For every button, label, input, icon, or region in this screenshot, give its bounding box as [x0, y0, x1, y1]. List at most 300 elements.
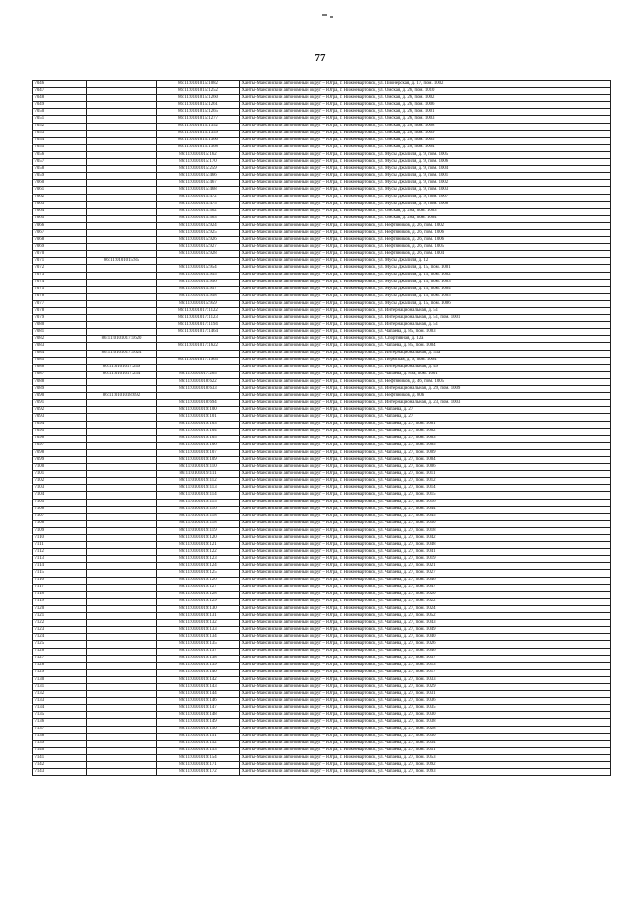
- table-row: [33, 691, 611, 698]
- parent-cadastral-cell: [87, 705, 157, 712]
- cadastral-number-cell: 86:11:0101015:1352: [157, 123, 240, 130]
- address-cell: Ханты-Мансийский автономный округ – Югра, г. Нижневартовск, ул. Чапаева, д. 27, пом. 1053: [240, 754, 611, 761]
- parent-cadastral-cell: [87, 442, 157, 449]
- cadastral-number-cell: 86:11:0101019:125: [157, 570, 240, 577]
- table-row: [33, 570, 611, 577]
- row-number-cell: 7131: [33, 683, 87, 690]
- address-cell: Ханты-Мансийский автономный округ – Югра, г. Нижневартовск, ул. Чапаева, д. 27, пом. 1027: [240, 570, 611, 577]
- address-cell: Ханты-Мансийский автономный округ – Югра, г. Нижневартовск, ул. Омская, д. 26, пом. 1009: [240, 130, 611, 137]
- row-number-cell: 7095: [33, 428, 87, 435]
- parent-cadastral-cell: [87, 173, 157, 180]
- parent-cadastral-cell: [87, 95, 157, 102]
- row-number-cell: 7098: [33, 449, 87, 456]
- address-cell: Ханты-Мансийский автономный округ – Югра, г. Нижневартовск, ул. Пермская, д. 9, пом. 1004: [240, 357, 611, 364]
- row-number-cell: 7126: [33, 648, 87, 655]
- parent-cadastral-cell: [87, 435, 157, 442]
- parent-cadastral-cell: 86:11:0101017:1620: [87, 336, 157, 343]
- address-cell: Ханты-Мансийский автономный округ – Югра, г. Нижневартовск, ул. Чапаева, д. 27, пом. 1036: [240, 698, 611, 705]
- parent-cadastral-cell: [87, 237, 157, 244]
- parent-cadastral-cell: 86:11:0101017:254: [87, 371, 157, 378]
- parent-cadastral-cell: [87, 485, 157, 492]
- cadastral-number-cell: 86:11:0101019:109: [157, 456, 240, 463]
- address-cell: Ханты-Мансийский автономный округ – Югра, г. Нижневартовск, ул. Чапаева, д. 27, пом. 1034: [240, 740, 611, 747]
- address-cell: Ханты-Мансийский автономный округ – Югра, г. Нижневартовск, ул. Чапаева, д. 27, пом. 1028: [240, 726, 611, 733]
- row-number-cell: 7049: [33, 102, 87, 109]
- parent-cadastral-cell: [87, 726, 157, 733]
- row-number-cell: 7071: [33, 258, 87, 265]
- parent-cadastral-cell: [87, 683, 157, 690]
- cadastral-number-cell: 86:11:0101019:135: [157, 641, 240, 648]
- table-row: [33, 584, 611, 591]
- address-cell: Ханты-Мансийский автономный округ – Югра, г. Нижневартовск, ул. Чапаева, д. 27, пом. 1019: [240, 556, 611, 563]
- row-number-cell: 7140: [33, 747, 87, 754]
- cadastral-number-cell: 86:11:0101019:153: [157, 747, 240, 754]
- address-cell: Ханты-Мансийский автономный округ – Югра, г. Нижневартовск, ул. Чапаева, д. 27, пом. 1021: [240, 563, 611, 570]
- table-row: [33, 726, 611, 733]
- cadastral-number-cell: 86:11:0101018:633: [157, 386, 240, 393]
- parent-cadastral-cell: [87, 620, 157, 627]
- address-cell: Ханты-Мансийский автономный округ – Югра, г. Нижневартовск, ул. Чапаева, д. 89а, пом. 1001: [240, 371, 611, 378]
- parent-cadastral-cell: [87, 201, 157, 208]
- row-number-cell: 7079: [33, 315, 87, 322]
- table-row: [33, 151, 611, 158]
- table-row: [33, 641, 611, 648]
- cadastral-number-cell: 86:11:0101019:122: [157, 549, 240, 556]
- table-row: [33, 769, 611, 776]
- parent-cadastral-cell: [87, 208, 157, 215]
- parent-cadastral-cell: [87, 229, 157, 236]
- row-number-cell: 7063: [33, 201, 87, 208]
- cadastral-number-cell: 86:11:0101019:171: [157, 762, 240, 769]
- table-row: [33, 371, 611, 378]
- parent-cadastral-cell: [87, 293, 157, 300]
- parent-cadastral-cell: [87, 662, 157, 669]
- table-row: [33, 144, 611, 151]
- row-number-cell: 7068: [33, 237, 87, 244]
- table-row: [33, 613, 611, 620]
- address-cell: Ханты-Мансийский автономный округ – Югра, г. Нижневартовск, ул. Чапаева, д. 27, пом. 1046: [240, 648, 611, 655]
- row-number-cell: 7101: [33, 471, 87, 478]
- address-cell: Ханты-Мансийский автономный округ – Югра, г. Нижневартовск, ул. Чапаева, д. 27, пом. 1011: [240, 471, 611, 478]
- table-row: [33, 159, 611, 166]
- cadastral-number-cell: 86:11:0101015:468: [157, 187, 240, 194]
- row-number-cell: 7094: [33, 421, 87, 428]
- row-number-cell: 7117: [33, 584, 87, 591]
- address-cell: Ханты-Мансийский автономный округ – Югра, г. Нижневартовск, ул. Чапаева, д. 27, пом. 1004: [240, 456, 611, 463]
- cadastral-number-cell: 86:11:0101019:148: [157, 712, 240, 719]
- address-cell: Ханты-Мансийский автономный округ – Югра, г. Нижневартовск, ул. Чапаева, д. 27, пом. 1043: [240, 620, 611, 627]
- table-row: [33, 300, 611, 307]
- address-cell: Ханты-Мансийский автономный округ – Югра, г. Нижневартовск, ул. Чапаева, д. 27, пом. 1092: [240, 762, 611, 769]
- address-cell: Ханты-Мансийский автономный округ – Югра, г. Нижневартовск, ул. Чапаева, д. 27, пом. 1051: [240, 747, 611, 754]
- address-cell: Ханты-Мансийский автономный округ – Югра, г. Нижневартовск, ул. Омская, д. 26, пом. 1003: [240, 116, 611, 123]
- row-number-cell: 7090: [33, 393, 87, 400]
- cadastral-number-cell: 86:11:0101019:107: [157, 449, 240, 456]
- parent-cadastral-cell: [87, 137, 157, 144]
- row-number-cell: 7092: [33, 407, 87, 414]
- cadastral-number-cell: 86:11:0101015:1277: [157, 116, 240, 123]
- cadastral-number-cell: 86:11:0101019:120: [157, 535, 240, 542]
- address-cell: Ханты-Мансийский автономный округ – Югра, г. Нижневартовск, ул. Чапаева, д. 27: [240, 407, 611, 414]
- row-number-cell: 7139: [33, 740, 87, 747]
- row-number-cell: 7135: [33, 712, 87, 719]
- row-number-cell: 7050: [33, 109, 87, 116]
- table-row: [33, 428, 611, 435]
- table-row: [33, 527, 611, 534]
- row-number-cell: 7091: [33, 400, 87, 407]
- parent-cadastral-cell: [87, 329, 157, 336]
- address-cell: Ханты-Мансийский автономный округ – Югра, г. Нижневартовск, ул. Чапаева, д. 27, пом. 1020: [240, 591, 611, 598]
- row-number-cell: 7054: [33, 137, 87, 144]
- row-number-cell: 7048: [33, 95, 87, 102]
- row-number-cell: 7051: [33, 116, 87, 123]
- address-cell: Ханты-Мансийский автономный округ – Югра, г. Нижневартовск, ул. Чапаева, д. 27, пом. 1017: [240, 669, 611, 676]
- row-number-cell: 7104: [33, 492, 87, 499]
- cadastral-number-cell: 86:11:0101019:144: [157, 691, 240, 698]
- parent-cadastral-cell: [87, 116, 157, 123]
- address-cell: Ханты-Мансийский автономный округ – Югра, г. Нижневартовск, ул. Чапаева, д. 27, пом. 1006: [240, 464, 611, 471]
- address-cell: Ханты-Мансийский автономный округ – Югра, г. Нижневартовск, ул. Омская, д. 26, пом. 1001: [240, 109, 611, 116]
- parent-cadastral-cell: [87, 343, 157, 350]
- table-row: [33, 386, 611, 393]
- address-cell: Ханты-Мансийский автономный округ – Югра, г. Нижневартовск, ул. Чапаева, д. 27, пом. 1013: [240, 662, 611, 669]
- cadastral-number-cell: 86:11:0101019:105: [157, 435, 240, 442]
- row-number-cell: 7114: [33, 563, 87, 570]
- table-row: [33, 520, 611, 527]
- parent-cadastral-cell: [87, 627, 157, 634]
- parent-cadastral-cell: [87, 698, 157, 705]
- table-row: [33, 81, 611, 88]
- cadastral-number-cell: 86:11:0101015:959: [157, 300, 240, 307]
- table-row: [33, 499, 611, 506]
- parent-cadastral-cell: [87, 308, 157, 315]
- table-row: [33, 464, 611, 471]
- table-row: [33, 627, 611, 634]
- parent-cadastral-cell: [87, 527, 157, 534]
- parent-cadastral-cell: [87, 357, 157, 364]
- row-number-cell: 7080: [33, 322, 87, 329]
- table-row: [33, 201, 611, 208]
- parent-cadastral-cell: [87, 222, 157, 229]
- table-row: [33, 549, 611, 556]
- address-cell: Ханты-Мансийский автономный округ – Югра, г. Нижневартовск, ул. Омская, д. 26а, пом. 1003: [240, 208, 611, 215]
- table-row: [33, 407, 611, 414]
- table-row: [33, 336, 611, 343]
- address-cell: Ханты-Мансийский автономный округ – Югра, г. Нижневартовск, ул. Мусы Джалиля, д. 9, пом. 1002: [240, 180, 611, 187]
- parent-cadastral-cell: [87, 563, 157, 570]
- parent-cadastral-cell: [87, 733, 157, 740]
- address-cell: Ханты-Мансийский автономный округ – Югра, г. Нижневартовск, ул. Интернациональная, д. 29, пом. 1009: [240, 386, 611, 393]
- parent-cadastral-cell: [87, 754, 157, 761]
- row-number-cell: 7127: [33, 655, 87, 662]
- parent-cadastral-cell: [87, 386, 157, 393]
- table-row: [33, 286, 611, 293]
- parent-cadastral-cell: [87, 740, 157, 747]
- table-row: [33, 449, 611, 456]
- row-number-cell: 7100: [33, 464, 87, 471]
- cadastral-number-cell: 86:11:0101015:954: [157, 265, 240, 272]
- cadastral-number-cell: 86:11:0101019:143: [157, 683, 240, 690]
- cadastral-number-cell: 86:11:0101019:150: [157, 726, 240, 733]
- cadastral-number-cell: 86:11:0101015:1082: [157, 81, 240, 88]
- cadastral-number-cell: 86:11:0101015:1360: [157, 137, 240, 144]
- address-cell: Ханты-Мансийский автономный округ – Югра, г. Нижневартовск, ул. Мусы Джалиля, д. 9, пом. 1006: [240, 159, 611, 166]
- cadastral-number-cell: 86:11:0101019:133: [157, 627, 240, 634]
- parent-cadastral-cell: [87, 109, 157, 116]
- table-row: [33, 669, 611, 676]
- table-row: [33, 747, 611, 754]
- registry-table: [32, 80, 611, 776]
- row-number-cell: 7123: [33, 627, 87, 634]
- row-number-cell: 7125: [33, 641, 87, 648]
- table-row: [33, 762, 611, 769]
- table-row: [33, 130, 611, 137]
- parent-cadastral-cell: [87, 464, 157, 471]
- row-number-cell: 7076: [33, 293, 87, 300]
- table-row: [33, 102, 611, 109]
- address-cell: Ханты-Мансийский автономный округ – Югра, г. Нижневартовск, ул. Мусы Джалиля, д. 15, пом. 1003: [240, 279, 611, 286]
- parent-cadastral-cell: [87, 151, 157, 158]
- cadastral-number-cell: 86:11:0101019:111: [157, 471, 240, 478]
- cadastral-number-cell: 86:11:0101019:131: [157, 613, 240, 620]
- table-row: [33, 605, 611, 612]
- row-number-cell: 7110: [33, 535, 87, 542]
- table-row: [33, 244, 611, 251]
- parent-cadastral-cell: [87, 300, 157, 307]
- row-number-cell: 7081: [33, 329, 87, 336]
- cadastral-number-cell: 86:11:0101015:928: [157, 251, 240, 258]
- table-row: [33, 542, 611, 549]
- table-row: [33, 343, 611, 350]
- row-number-cell: 7083: [33, 343, 87, 350]
- table-row: [33, 485, 611, 492]
- parent-cadastral-cell: [87, 414, 157, 421]
- cadastral-number-cell: 86:11:0101015:1265: [157, 109, 240, 116]
- row-number-cell: 7128: [33, 662, 87, 669]
- row-number-cell: 7121: [33, 613, 87, 620]
- address-cell: Ханты-Мансийский автономный округ – Югра, г. Нижневартовск, ул. Чапаева, д. 27, пом. 1024: [240, 605, 611, 612]
- row-number-cell: 7088: [33, 378, 87, 385]
- cadastral-number-cell: 86:11:0101015:472: [157, 194, 240, 201]
- table-row: [33, 215, 611, 222]
- parent-cadastral-cell: [87, 570, 157, 577]
- table-row: [33, 258, 611, 265]
- table-row: [33, 535, 611, 542]
- cadastral-number-cell: 86:11:0101015:562: [157, 208, 240, 215]
- table-row: [33, 265, 611, 272]
- table-row: [33, 137, 611, 144]
- row-number-cell: 7058: [33, 166, 87, 173]
- row-number-cell: 7057: [33, 159, 87, 166]
- cadastral-number-cell: 86:11:0101017:1622: [157, 343, 240, 350]
- address-cell: Ханты-Мансийский автономный округ – Югра, г. Нижневартовск, ул. Нефтяников, д. 26, пом. 1005: [240, 244, 611, 251]
- address-cell: Ханты-Мансийский автономный округ – Югра, г. Нижневартовск, ул. Омская, д. 26, пом. 1006: [240, 102, 611, 109]
- address-cell: Ханты-Мансийский автономный округ – Югра, г. Нижневартовск, ул. Чапаева, д. 85, пом. 1003: [240, 329, 611, 336]
- table-row: [33, 598, 611, 605]
- parent-cadastral-cell: [87, 194, 157, 201]
- parent-cadastral-cell: [87, 513, 157, 520]
- address-cell: Ханты-Мансийский автономный округ – Югра, г. Нижневартовск, ул. Мусы Джалиля, д. 12: [240, 258, 611, 265]
- cadastral-number-cell: 86:11:0101019:140: [157, 669, 240, 676]
- row-number-cell: 7120: [33, 605, 87, 612]
- address-cell: Ханты-Мансийский автономный округ – Югра, г. Нижневартовск, ул. Омская, д. 26а, пом. 1004: [240, 215, 611, 222]
- table-row: [33, 123, 611, 130]
- cadastral-number-cell: 86:11:0101019:104: [157, 428, 240, 435]
- table-row: [33, 116, 611, 123]
- parent-cadastral-cell: [87, 591, 157, 598]
- table-row: [33, 180, 611, 187]
- cadastral-number-cell: 86:11:0101019:112: [157, 478, 240, 485]
- parent-cadastral-cell: 86:11:0101017:1624: [87, 350, 157, 357]
- table-row: [33, 95, 611, 102]
- address-cell: Ханты-Мансийский автономный округ – Югра, г. Нижневартовск, ул. Чапаева, д. 27, пом. 1009: [240, 449, 611, 456]
- row-number-cell: 7102: [33, 478, 87, 485]
- parent-cadastral-cell: [87, 598, 157, 605]
- table-row: [33, 222, 611, 229]
- table-row: [33, 719, 611, 726]
- table-row: [33, 478, 611, 485]
- row-number-cell: 7097: [33, 442, 87, 449]
- table-row: [33, 414, 611, 421]
- table-row: [33, 698, 611, 705]
- row-number-cell: 7074: [33, 279, 87, 286]
- table-row: [33, 322, 611, 329]
- table-row: [33, 350, 611, 357]
- cadastral-number-cell: 86:11:0101015:1261: [157, 102, 240, 109]
- table-row: [33, 229, 611, 236]
- parent-cadastral-cell: [87, 456, 157, 463]
- table-row: [33, 378, 611, 385]
- table-row: [33, 712, 611, 719]
- row-number-cell: 7106: [33, 506, 87, 513]
- address-cell: Ханты-Мансийский автономный округ – Югра, г. Нижневартовск, ул. Чапаева, д. 27, пом. 1015: [240, 492, 611, 499]
- parent-cadastral-cell: [87, 535, 157, 542]
- address-cell: Ханты-Мансийский автономный округ – Югра, г. Нижневартовск, ул. Пионерская, д. 17, пом. 1002: [240, 81, 611, 88]
- parent-cadastral-cell: [87, 81, 157, 88]
- cadastral-number-cell: 86:11:0101015:162: [157, 151, 240, 158]
- address-cell: Ханты-Мансийский автономный округ – Югра, г. Нижневартовск, ул. Чапаева, д. 27, пом. 1016: [240, 499, 611, 506]
- parent-cadastral-cell: [87, 719, 157, 726]
- address-cell: Ханты-Мансийский автономный округ – Югра, г. Нижневартовск, ул. Чапаева, д. 27, пом. 1093: [240, 769, 611, 776]
- cadastral-number-cell: [157, 364, 240, 371]
- scan-mark: [330, 16, 333, 18]
- cadastral-number-cell: [157, 336, 240, 343]
- parent-cadastral-cell: [87, 584, 157, 591]
- cadastral-number-cell: [157, 258, 240, 265]
- table-row: [33, 506, 611, 513]
- parent-cadastral-cell: [87, 180, 157, 187]
- parent-cadastral-cell: [87, 669, 157, 676]
- cadastral-number-cell: 86:11:0101017:1122: [157, 308, 240, 315]
- parent-cadastral-cell: [87, 428, 157, 435]
- parent-cadastral-cell: [87, 520, 157, 527]
- cadastral-number-cell: 86:11:0101019:137: [157, 648, 240, 655]
- address-cell: Ханты-Мансийский автономный округ – Югра, г. Нижневартовск, ул. Нефтяников, д. 26, пом. 1006: [240, 237, 611, 244]
- row-number-cell: 7113: [33, 556, 87, 563]
- cadastral-number-cell: 86:11:0101019:103: [157, 421, 240, 428]
- cadastral-number-cell: 86:11:0101019:114: [157, 492, 240, 499]
- cadastral-number-cell: 86:11:0101019:124: [157, 563, 240, 570]
- row-number-cell: 7138: [33, 733, 87, 740]
- row-number-cell: 7046: [33, 81, 87, 88]
- row-number-cell: 7134: [33, 705, 87, 712]
- cadastral-number-cell: 86:11:0101019:152: [157, 740, 240, 747]
- cadastral-number-cell: 86:11:0101017:1194: [157, 322, 240, 329]
- row-number-cell: 7141: [33, 754, 87, 761]
- parent-cadastral-cell: [87, 712, 157, 719]
- address-cell: Ханты-Мансийский автономный округ – Югра, г. Нижневартовск, ул. Чапаева, д. 27, пом. 1002: [240, 428, 611, 435]
- parent-cadastral-cell: [87, 215, 157, 222]
- table-row: [33, 435, 611, 442]
- row-number-cell: 7084: [33, 350, 87, 357]
- parent-cadastral-cell: [87, 378, 157, 385]
- address-cell: Ханты-Мансийский автономный округ – Югра, г. Нижневартовск, ул. Чапаева, д. 27, пом. 1031: [240, 691, 611, 698]
- row-number-cell: 7130: [33, 676, 87, 683]
- address-cell: Ханты-Мансийский автономный округ – Югра, г. Нижневартовск, ул. Мусы Джалиля, д. 9, пом. 1008: [240, 201, 611, 208]
- parent-cadastral-cell: [87, 762, 157, 769]
- address-cell: Ханты-Мансийский автономный округ – Югра, г. Нижневартовск, ул. Нефтяников, д. 26, пом. 1006: [240, 229, 611, 236]
- parent-cadastral-cell: [87, 130, 157, 137]
- cadastral-number-cell: 86:11:0101017:265: [157, 371, 240, 378]
- table-row: [33, 513, 611, 520]
- parent-cadastral-cell: [87, 634, 157, 641]
- parent-cadastral-cell: [87, 279, 157, 286]
- address-cell: Ханты-Мансийский автономный округ – Югра, г. Нижневартовск, ул. Мусы Джалиля, д. 15, пом. 1006: [240, 300, 611, 307]
- address-cell: Ханты-Мансийский автономный округ – Югра, г. Нижневартовск, ул. Чапаева, д. 27, пом. 1018: [240, 527, 611, 534]
- cadastral-number-cell: 86:11:0101015:957: [157, 286, 240, 293]
- cadastral-number-cell: 86:11:0101019:130: [157, 605, 240, 612]
- parent-cadastral-cell: [87, 506, 157, 513]
- row-number-cell: 7142: [33, 762, 87, 769]
- cadastral-number-cell: 86:11:0101019:147: [157, 705, 240, 712]
- row-number-cell: 7077: [33, 300, 87, 307]
- cadastral-number-cell: 86:11:0101019:154: [157, 754, 240, 761]
- row-number-cell: 7062: [33, 194, 87, 201]
- cadastral-number-cell: 86:11:0101019:132: [157, 620, 240, 627]
- parent-cadastral-cell: [87, 315, 157, 322]
- table-row: [33, 733, 611, 740]
- cadastral-number-cell: 86:11:0101015:466: [157, 173, 240, 180]
- row-number-cell: 7065: [33, 215, 87, 222]
- row-number-cell: 7118: [33, 591, 87, 598]
- address-cell: Ханты-Мансийский автономный округ – Югра, г. Нижневартовск, ул. Чапаева, д. 27, пом. 1030: [240, 712, 611, 719]
- row-number-cell: 7072: [33, 265, 87, 272]
- parent-cadastral-cell: [87, 407, 157, 414]
- address-cell: Ханты-Мансийский автономный округ – Югра, г. Нижневартовск, ул. Мусы Джалиля, д. 15, пом. 1005: [240, 293, 611, 300]
- cadastral-number-cell: 86:11:0101018:694: [157, 400, 240, 407]
- address-cell: Ханты-Мансийский автономный округ – Югра, г. Нижневартовск, ул. Интернациональная, д. 51: [240, 308, 611, 315]
- address-cell: Ханты-Мансийский автономный округ – Югра, г. Нижневартовск, ул. Нефтяников, д. 46, пом. 1005: [240, 378, 611, 385]
- cadastral-number-cell: 86:11:0101019:113: [157, 485, 240, 492]
- row-number-cell: 7115: [33, 570, 87, 577]
- address-cell: Ханты-Мансийский автономный округ – Югра, г. Нижневартовск, ул. Интернациональная, д. 23, пом. 1003: [240, 400, 611, 407]
- address-cell: Ханты-Мансийский автономный округ – Югра, г. Нижневартовск, ул. Мусы Джалиля, д. 9, пом. 1001: [240, 173, 611, 180]
- parent-cadastral-cell: [87, 251, 157, 258]
- table-row: [33, 421, 611, 428]
- cadastral-number-cell: 86:11:0101019:100: [157, 407, 240, 414]
- address-cell: Ханты-Мансийский автономный округ – Югра, г. Нижневартовск, ул. Чапаева, д. 27, пом. 1037: [240, 655, 611, 662]
- cadastral-number-cell: 86:11:0101019:106: [157, 442, 240, 449]
- parent-cadastral-cell: [87, 499, 157, 506]
- parent-cadastral-cell: [87, 449, 157, 456]
- parent-cadastral-cell: [87, 187, 157, 194]
- row-number-cell: 7087: [33, 371, 87, 378]
- row-number-cell: 7061: [33, 187, 87, 194]
- table-row: [33, 705, 611, 712]
- registry-body: [33, 81, 611, 776]
- address-cell: Ханты-Мансийский автономный округ – Югра, г. Нижневартовск, ул. Чапаева, д. 27, пом. 1026: [240, 641, 611, 648]
- address-cell: Ханты-Мансийский автономный округ – Югра, г. Нижневартовск, ул. Нефтяников, д. 80б: [240, 393, 611, 400]
